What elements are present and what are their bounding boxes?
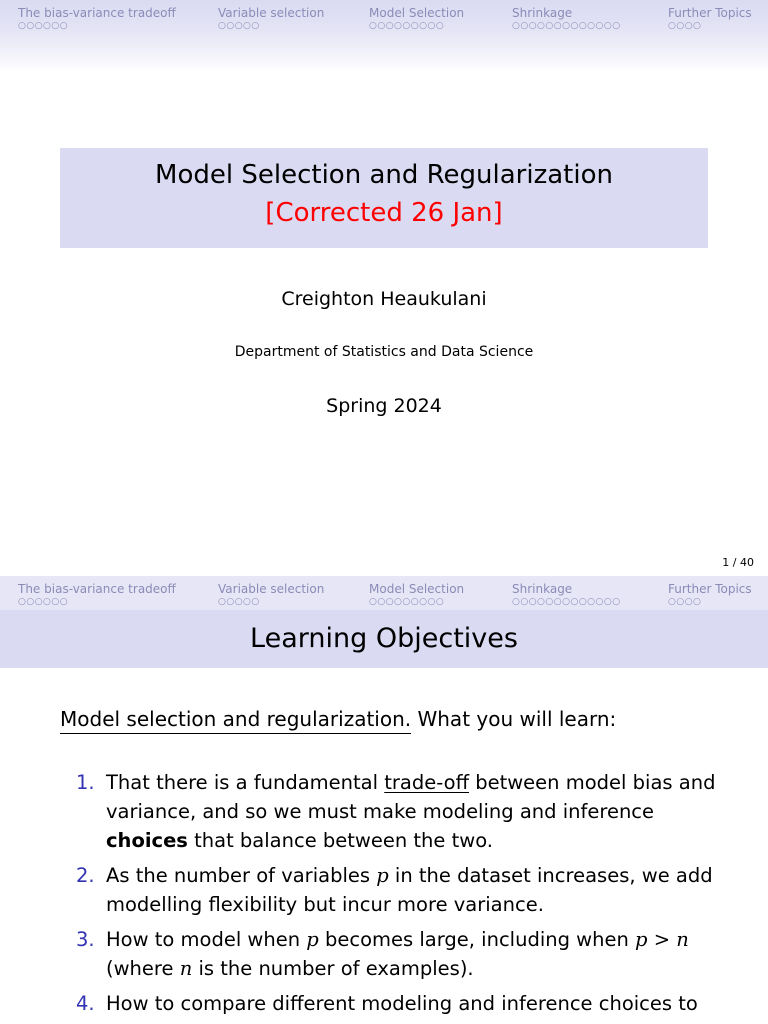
- math-variable: p: [376, 864, 389, 887]
- nav-progress-dots[interactable]: ○○○○○○: [18, 597, 69, 607]
- nav-section-model-selection[interactable]: Model Selection ○○○○○○○○○: [369, 6, 465, 31]
- nav-section-model-selection[interactable]: Model Selection ○○○○○○○○○: [369, 582, 465, 607]
- bold-term: choices: [106, 829, 188, 852]
- presentation-subtitle: [Corrected 26 Jan]: [265, 198, 503, 228]
- nav-section-further-topics[interactable]: Further Topics ○○○○: [668, 582, 752, 607]
- math-variable: p: [306, 928, 319, 951]
- nav-section-variable-selection[interactable]: Variable selection ○○○○○: [218, 582, 325, 607]
- list-item: [76, 925, 736, 983]
- title-box: [60, 148, 708, 248]
- underlined-term: trade-off: [384, 771, 470, 794]
- objectives-list: [76, 768, 736, 1024]
- nav-section-shrinkage[interactable]: Shrinkage ○○○○○○○○○○○○○: [512, 582, 621, 607]
- item-number: 2.: [76, 864, 95, 887]
- nav-progress-dots[interactable]: ○○○○○: [218, 21, 260, 31]
- item-text: How to model when: [106, 928, 307, 951]
- item-number: 3.: [76, 928, 95, 951]
- item-text: As the number of variables: [106, 864, 377, 887]
- item-text: between model bias and variance, and so we must make modeling and inference: [106, 771, 716, 823]
- nav-progress-dots[interactable]: ○○○○: [668, 21, 702, 31]
- item-number: 1.: [76, 771, 95, 794]
- nav-progress-dots[interactable]: ○○○○○○○○○○○○○: [512, 21, 621, 31]
- list-item: [76, 768, 736, 855]
- section-navigation-bar: [0, 0, 768, 72]
- nav-progress-dots[interactable]: ○○○○○○○○○: [369, 597, 445, 607]
- intro-text: What you will learn:: [411, 707, 617, 731]
- section-navigation-bar: [0, 576, 768, 610]
- item-text: That there is a fundamental: [106, 771, 385, 794]
- frame-title: Learning Objectives: [0, 610, 768, 668]
- nav-section-further-topics[interactable]: Further Topics ○○○○: [668, 6, 752, 31]
- item-number: 4.: [76, 992, 95, 1015]
- item-text: is the number of examples).: [192, 957, 474, 980]
- list-item: [76, 989, 736, 1018]
- item-text: How to compare different modeling and inference choices to: [106, 992, 698, 1015]
- nav-progress-dots[interactable]: ○○○○: [668, 597, 702, 607]
- list-item: [76, 861, 736, 919]
- nav-section-variable-selection[interactable]: Variable selection ○○○○○: [218, 6, 325, 31]
- institute: Department of Statistics and Data Science: [234, 344, 534, 360]
- page-number: 1 / 40: [722, 556, 754, 569]
- nav-section-bias-variance[interactable]: The bias-variance tradeoff ○○○○○○: [18, 6, 176, 31]
- nav-progress-dots[interactable]: ○○○○○○: [18, 21, 69, 31]
- presentation-title: Model Selection and Regularization: [155, 160, 613, 190]
- math-variable: n: [179, 957, 193, 980]
- nav-progress-dots[interactable]: ○○○○○○○○○: [369, 21, 445, 31]
- nav-progress-dots[interactable]: ○○○○○○○○○○○○○: [512, 597, 621, 607]
- presentation-date: Spring 2024: [326, 395, 442, 417]
- item-text: in the dataset increases, we add modelling flexibility but incur more variance.: [106, 864, 713, 916]
- nav-section-bias-variance[interactable]: The bias-variance tradeoff ○○○○○○: [18, 582, 176, 607]
- intro-underlined: Model selection and regularization.: [60, 707, 411, 734]
- author-name: Creighton Heaukulani: [281, 288, 487, 310]
- intro-line: [60, 704, 616, 734]
- objectives-slide: [0, 576, 768, 1024]
- item-text: (where: [106, 957, 180, 980]
- item-text: that balance between the two.: [187, 829, 493, 852]
- nav-progress-dots[interactable]: ○○○○○: [218, 597, 260, 607]
- math-expression: p > n: [635, 928, 689, 951]
- item-text: becomes large, including when: [318, 928, 636, 951]
- nav-section-shrinkage[interactable]: Shrinkage ○○○○○○○○○○○○○: [512, 6, 621, 31]
